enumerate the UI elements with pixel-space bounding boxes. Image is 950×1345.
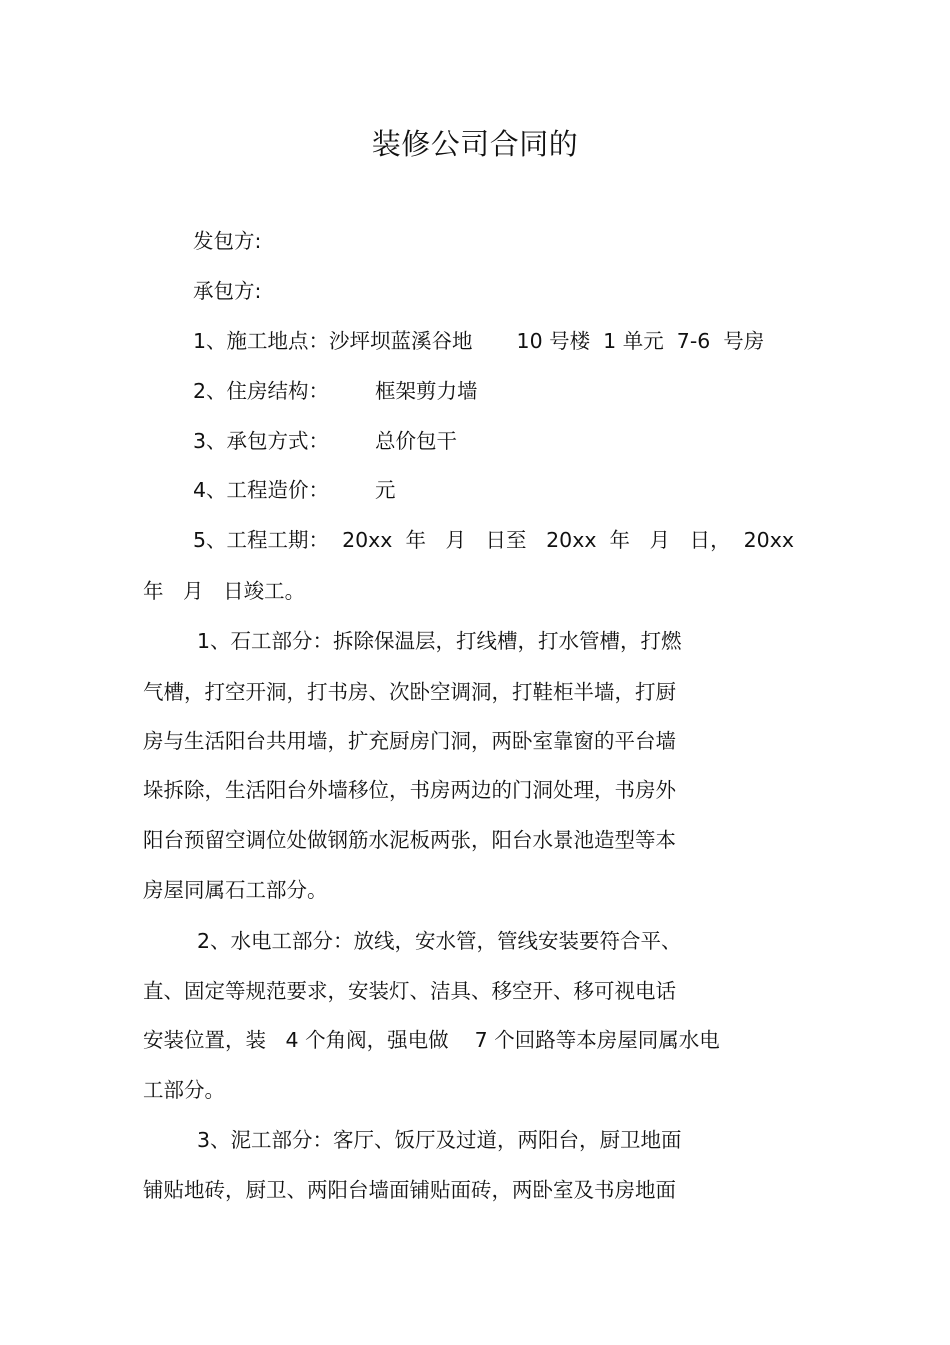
item-construction-site-label: 1、施工地点：沙坪坝蓝溪谷地 — [193, 329, 473, 353]
item-project-cost-label: 4、工程造价： — [193, 478, 330, 502]
item-project-period-line2: 年 月 日竣工。 — [143, 579, 306, 603]
paragraph-line: 阳台预留空调位处做钢筋水泥板两张，阳台水景池造型等本 — [143, 828, 676, 852]
paragraph-line: 2、水电工部分：放线，安水管，管线安装要符合平、 — [197, 929, 682, 953]
paragraph-line: 气槽，打空开洞，打书房、次卧空调洞，打鞋柜半墙，打厨 — [143, 680, 676, 704]
item-project-cost — [193, 475, 396, 505]
paragraph-line: 直、固定等规范要求，安装灯、洁具、移空开、移可视电话 — [143, 979, 676, 1003]
paragraph-line: 房屋同属石工部分。 — [143, 878, 328, 902]
item-contract-mode-value: 总价包干 — [375, 429, 458, 453]
item-house-structure — [193, 376, 478, 406]
item-construction-site-value: 10 号楼 1 单元 7-6 号房 — [516, 329, 765, 353]
paragraph-line: 1、石工部分：拆除保温层，打线槽，打水管槽，打燃 — [197, 629, 682, 653]
paragraph-line: 铺贴地砖，厨卫、两阳台墙面铺贴面砖，两卧室及书房地面 — [143, 1178, 676, 1202]
item-contract-mode-label: 3、承包方式： — [193, 429, 330, 453]
paragraph-line: 房与生活阳台共用墙，扩充厨房门洞，两卧室靠窗的平台墙 — [143, 729, 676, 753]
item-project-cost-value: 元 — [375, 478, 396, 502]
party-b-line: 承包方: — [193, 279, 262, 303]
item-construction-site — [193, 326, 764, 356]
paragraph-line: 工部分。 — [143, 1078, 225, 1102]
item-contract-mode — [193, 426, 457, 456]
paragraph-line: 3、泥工部分：客厅、饭厅及过道，两阳台，厨卫地面 — [197, 1128, 682, 1152]
party-a-line: 发包方: — [193, 229, 262, 253]
item-house-structure-label: 2、住房结构： — [193, 379, 330, 403]
document-title: 装修公司合同的 — [371, 127, 579, 161]
paragraph-line: 安装位置，装 4 个角阀，强电做 7 个回路等本房屋同属水电 — [143, 1028, 720, 1052]
item-house-structure-value: 框架剪力墙 — [375, 379, 478, 403]
paragraph-line: 垛拆除，生活阳台外墙移位，书房两边的门洞处理，书房外 — [143, 778, 676, 802]
item-project-period-line1: 5、工程工期： 20xx 年 月 日至 20xx 年 月 日， 20xx — [193, 528, 794, 552]
